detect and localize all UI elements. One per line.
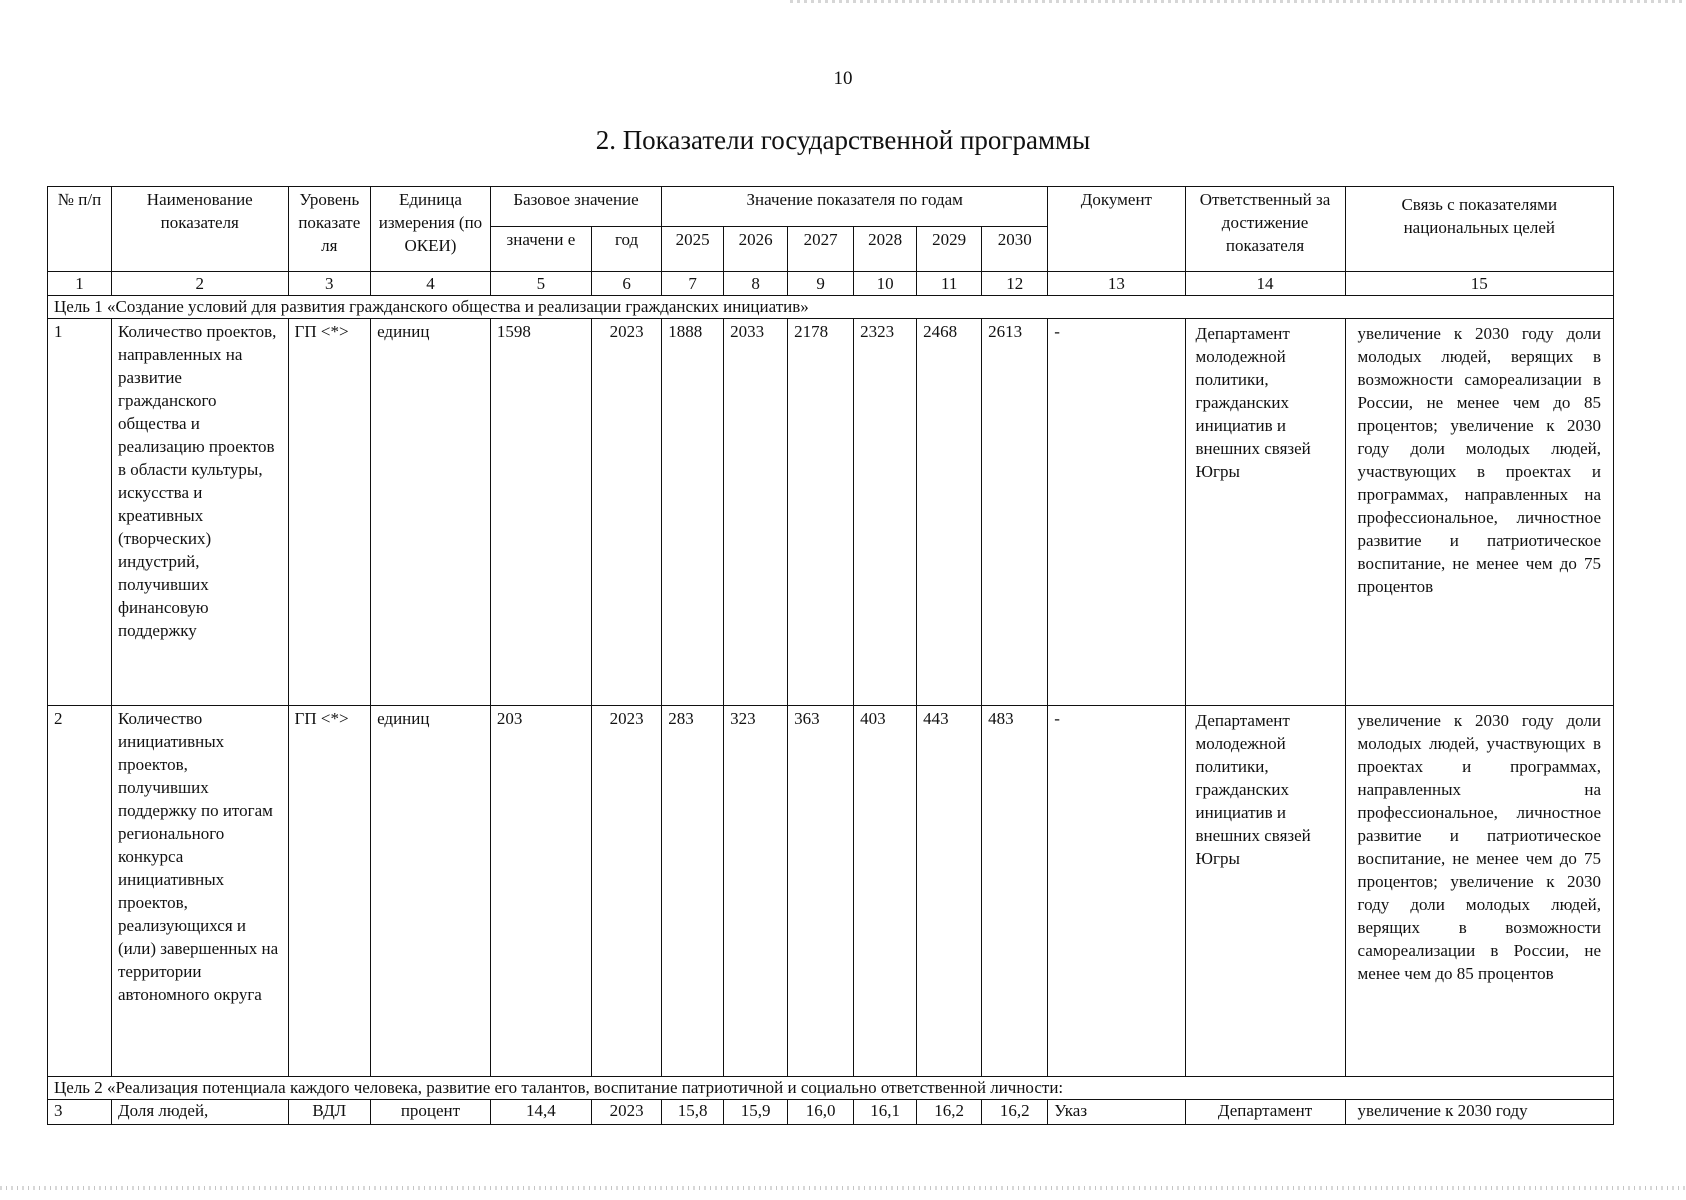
document-title: 2. Показатели государственной программы <box>595 125 1091 155</box>
row-value-2026: 2033 <box>724 319 788 706</box>
row-document: Указ <box>1048 1100 1185 1125</box>
row-responsible: Департамент молодежной политики, гражданских инициатив и внешних связей Югры <box>1185 319 1345 706</box>
row-num: 2 <box>48 706 112 1077</box>
header-year: 2025 <box>662 227 724 272</box>
row-responsible: Департамент <box>1185 1100 1345 1125</box>
header-link: Связь с показателями национальных целей <box>1345 187 1613 272</box>
row-value-2028: 403 <box>854 706 917 1077</box>
row-level: ВДЛ <box>288 1100 371 1125</box>
row-base-year: 2023 <box>591 319 661 706</box>
column-number: 13 <box>1048 272 1185 296</box>
row-value-2027: 363 <box>788 706 854 1077</box>
row-unit: процент <box>371 1100 491 1125</box>
row-link: увеличение к 2030 году доли молодых людей, участвующих в проектах и программах, направленных на профессиональное, личностное развитие и патриотическое воспитание, не менее чем до 75 процентов; увеличение к 2030 году доли молодых людей, верящих в возможности самореализации в России, не менее чем до 85 процентов <box>1345 706 1613 1077</box>
header-responsible: Ответственный за достижение показателя <box>1185 187 1345 272</box>
column-number: 4 <box>371 272 491 296</box>
row-name: Количество инициативных проектов, получивших поддержку по итогам регионального конкурса инициативных проектов, реализующихся и (или) завершенных на территории автономного округа <box>112 706 289 1077</box>
row-level: ГП <*> <box>288 706 371 1077</box>
row-num: 3 <box>48 1100 112 1125</box>
row-level: ГП <*> <box>288 319 371 706</box>
column-number: 2 <box>112 272 289 296</box>
header-num: № п/п <box>48 187 112 272</box>
header-name: Наименование показателя <box>112 187 289 272</box>
column-number: 5 <box>490 272 591 296</box>
column-number: 7 <box>662 272 724 296</box>
header-base-value: значени е <box>490 227 591 272</box>
row-num: 1 <box>48 319 112 706</box>
row-value-2026: 15,9 <box>724 1100 788 1125</box>
header-unit: Единица измерения (по ОКЕИ) <box>371 187 491 272</box>
goal-row <box>48 1077 1614 1100</box>
header-year: 2028 <box>854 227 917 272</box>
row-value-2028: 16,1 <box>854 1100 917 1125</box>
column-number: 3 <box>288 272 371 296</box>
row-value-2025: 15,8 <box>662 1100 724 1125</box>
row-link: увеличение к 2030 году доли молодых людей, верящих в возможности самореализации в России, не менее чем до 85 процентов; увеличение к 2030 году доли молодых людей, участвующих в проектах и программах, направленных на профессиональное, личностное развитие и патриотическое воспитание, не менее чем до 75 процентов <box>1345 319 1613 706</box>
scan-artifact-bottom <box>0 1186 1686 1190</box>
row-document: - <box>1048 319 1185 706</box>
column-number: 6 <box>591 272 661 296</box>
row-value-2029: 2468 <box>917 319 982 706</box>
header-year: 2027 <box>788 227 854 272</box>
row-value-2029: 16,2 <box>917 1100 982 1125</box>
row-name: Доля людей, <box>112 1100 289 1125</box>
row-value-2030: 2613 <box>982 319 1048 706</box>
header-document: Документ <box>1048 187 1185 272</box>
row-base-value: 1598 <box>490 319 591 706</box>
row-value-2026: 323 <box>724 706 788 1077</box>
column-number: 11 <box>917 272 982 296</box>
header-level: Уровень показате ля <box>288 187 371 272</box>
row-base-year: 2023 <box>591 706 661 1077</box>
row-value-2029: 443 <box>917 706 982 1077</box>
row-value-2027: 2178 <box>788 319 854 706</box>
row-value-2030: 483 <box>982 706 1048 1077</box>
row-value-2030: 16,2 <box>982 1100 1048 1125</box>
row-value-2025: 283 <box>662 706 724 1077</box>
table-row <box>48 319 1614 706</box>
column-number: 8 <box>724 272 788 296</box>
row-base-value: 14,4 <box>490 1100 591 1125</box>
header-year: 2029 <box>917 227 982 272</box>
row-responsible: Департамент молодежной политики, гражданских инициатив и внешних связей Югры <box>1185 706 1345 1077</box>
row-value-2025: 1888 <box>662 319 724 706</box>
column-number: 15 <box>1345 272 1613 296</box>
row-base-value: 203 <box>490 706 591 1077</box>
column-number: 10 <box>854 272 917 296</box>
goal-row <box>48 296 1614 319</box>
row-unit: единиц <box>371 706 491 1077</box>
row-base-year: 2023 <box>591 1100 661 1125</box>
header-base: Базовое значение <box>490 187 661 227</box>
row-value-2027: 16,0 <box>788 1100 854 1125</box>
table-row <box>48 706 1614 1077</box>
column-number: 9 <box>788 272 854 296</box>
page-number: 10 <box>833 68 853 89</box>
row-value-2028: 2323 <box>854 319 917 706</box>
row-unit: единиц <box>371 319 491 706</box>
column-number: 14 <box>1185 272 1345 296</box>
column-number: 1 <box>48 272 112 296</box>
goal-2: Цель 2 «Реализация потенциала каждого человека, развитие его талантов, воспитание патриотичной и социально ответственной личности: <box>48 1077 1614 1100</box>
table-row <box>48 1100 1614 1125</box>
indicators-table <box>47 186 1614 1125</box>
header-year: 2026 <box>724 227 788 272</box>
row-link: увеличение к 2030 году <box>1345 1100 1613 1125</box>
column-number: 12 <box>982 272 1048 296</box>
row-document: - <box>1048 706 1185 1077</box>
header-row-1 <box>48 187 1614 227</box>
header-by-years: Значение показателя по годам <box>662 187 1048 227</box>
goal-1: Цель 1 «Создание условий для развития гражданского общества и реализации гражданских инициатив» <box>48 296 1614 319</box>
row-name: Количество проектов, направленных на развитие гражданского общества и реализацию проектов в области культуры, искусства и креативных (творческих) индустрий, получивших финансовую поддержку <box>112 319 289 706</box>
header-year: 2030 <box>982 227 1048 272</box>
column-number-row <box>48 272 1614 296</box>
header-base-year: год <box>591 227 661 272</box>
scan-artifact-top <box>790 0 1686 3</box>
